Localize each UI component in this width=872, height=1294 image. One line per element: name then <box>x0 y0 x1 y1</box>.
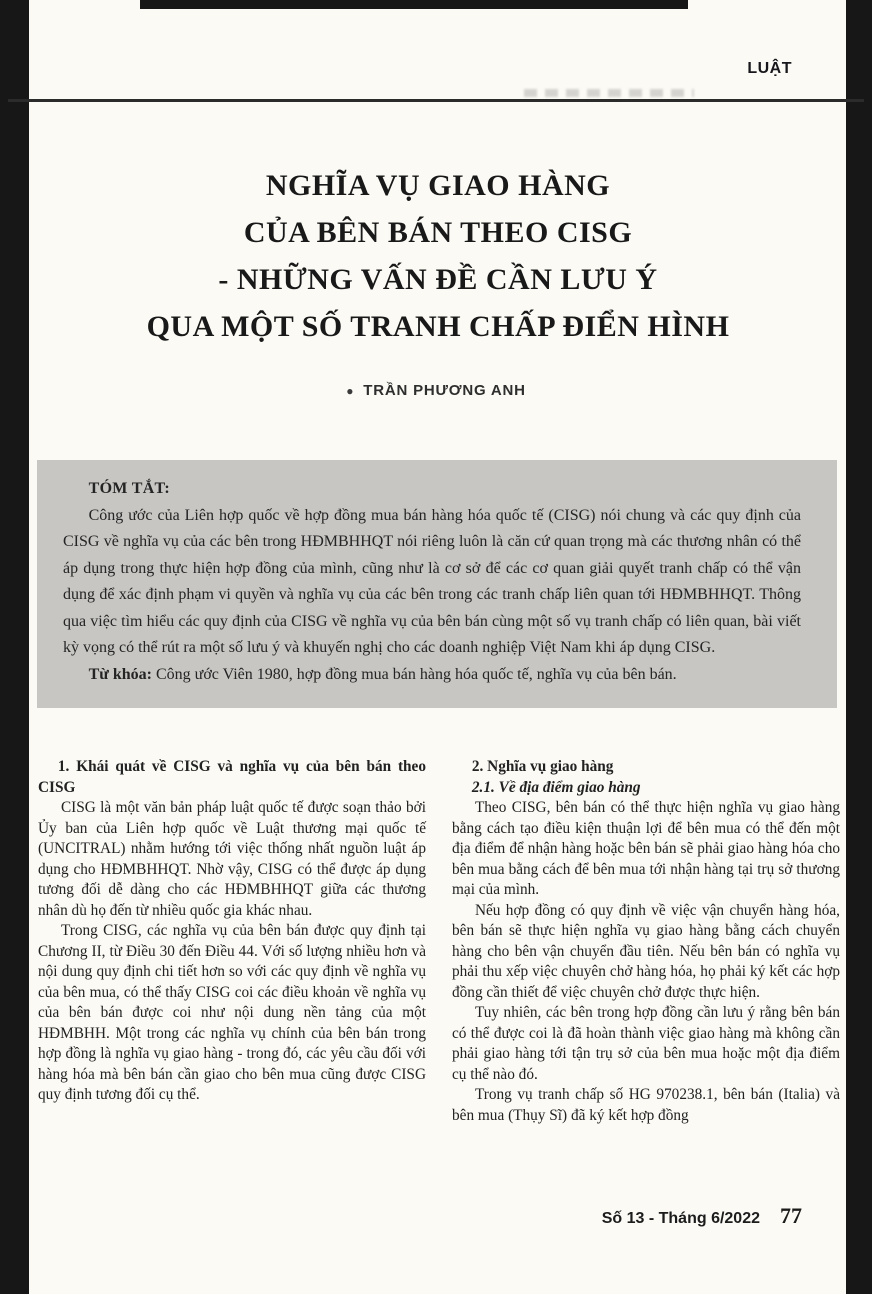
issue-label: Số 13 - Tháng 6/2022 <box>601 1210 760 1227</box>
author-line <box>0 382 872 399</box>
body-paragraph: Nếu hợp đồng có quy định về việc vận chuyển hàng hóa, bên bán sẽ thực hiện nghĩa vụ giao hàng bằng cách chuyển hàng cho bên vận chuyển đầu tiên. Nếu bên bán có nghĩa vụ phải thu xếp việc chuyên chở hàng hóa, họ phải ký kết các hợp đồng cần thiết để việc chuyên chở được thực hiện. <box>452 901 840 1001</box>
left-column <box>38 757 426 1126</box>
keywords-text: Công ước Viên 1980, hợp đồng mua bán hàng hóa quốc tế, nghĩa vụ của bên bán. <box>156 665 677 683</box>
body-paragraph: CISG là một văn bản pháp luật quốc tế được soạn thảo bởi Ủy ban của Liên hợp quốc về Luật thương mại quốc tế (UNCITRAL) nhằm hướng tới việc thống nhất nguồn luật áp dụng cho HĐMBHHQT. Nhờ vậy, CISG có thể được áp dụng tương đối dễ dàng cho các HĐMBHHQT giữa các thương nhân dù họ đến từ nhiều quốc gia khác nhau. <box>38 799 426 919</box>
article-title-line: NGHĨA VỤ GIAO HÀNG <box>265 169 611 202</box>
scan-edge-top <box>140 0 688 9</box>
faded-header-remnant <box>524 89 694 97</box>
abstract-box <box>37 460 837 708</box>
body-paragraph: Theo CISG, bên bán có thể thực hiện nghĩa vụ giao hàng bằng cách tạo điều kiện thuận lợi để bên mua có thể đến một địa điểm để nhận hàng hoặc bên bán sẽ phải giao hàng hóa cho bên mua bằng cách để bên mua tới nhận hàng tại trụ sở thương mại của mình. <box>452 799 840 898</box>
section-2-heading: 2. Nghĩa vụ giao hàng <box>471 758 614 775</box>
page-number: 77 <box>780 1203 802 1228</box>
scan-edge-left <box>0 0 29 1294</box>
section-label: LUẬT <box>747 60 792 77</box>
section-2-1-subheading: 2.1. Về địa điểm giao hàng <box>471 778 641 796</box>
author-bullet-icon: ● <box>346 384 355 398</box>
author-name: TRẦN PHƯƠNG ANH <box>363 382 526 399</box>
keywords-label: Từ khóa: <box>88 665 152 683</box>
article-title-line: CỦA BÊN BÁN THEO CISG <box>243 216 633 249</box>
body-paragraph: Trong CISG, các nghĩa vụ của bên bán được quy định tại Chương II, từ Điều 30 đến Điều 44. Với số lượng nhiều hơn và nội dung quy định chi tiết hơn so với các quy định về nghĩa vụ của bên mua, có thể thấy CISG coi các điều khoản về nghĩa vụ của bên bán được coi như nội dung nền tảng của một HĐMBHH. Một trong các nghĩa vụ chính của bên bán trong hợp đồng là nghĩa vụ giao hàng - trong đó, các yêu cầu đối với hàng hóa mà bên bán cần giao cho bên mua cũng được CISG quy định tương đối cụ thể. <box>38 922 426 1103</box>
header-rule <box>8 99 864 102</box>
abstract-body: Công ước của Liên hợp quốc về hợp đồng mua bán hàng hóa quốc tế (CISG) nói chung và các quy định của CISG về nghĩa vụ của các bên trong HĐMBHHQT nói riêng luôn là căn cứ quan trọng mà các thương nhân có thể áp dụng trong thực hiện hợp đồng của mình, cũng như là cơ sở để các cơ quan giải quyết tranh chấp có thể vận dụng để xác định phạm vi quyền và nghĩa vụ của các bên trong các tranh chấp liên quan tới HĐMBHHQT. Thông qua việc tìm hiểu các quy định của CISG về nghĩa vụ của bên bán cùng một số vụ tranh chấp có liên quan, bài viết kỳ vọng có thể rút ra một số lưu ý và khuyến nghị cho các doanh nghiệp Việt Nam khi áp dụng CISG. <box>63 506 801 656</box>
scan-edge-right <box>846 0 872 1294</box>
body-paragraph: Tuy nhiên, các bên trong hợp đồng cần lưu ý rằng bên bán có thể được coi là đã hoàn thành việc giao hàng mà không cần phải giao hàng tới tận trụ sở của bên mua hoặc một địa điểm cụ thể nào đó. <box>452 1004 840 1083</box>
article-title-line: QUA MỘT SỐ TRANH CHẤP ĐIỂN HÌNH <box>146 310 730 343</box>
right-column <box>452 757 840 1126</box>
abstract-keywords <box>63 662 801 689</box>
section-1-heading: 1. Khái quát về CISG và nghĩa vụ của bên bán theo CISG <box>38 758 426 796</box>
article-title-line: - NHỮNG VẤN ĐỀ CẦN LƯU Ý <box>218 263 658 296</box>
abstract-heading: TÓM TẮT: <box>88 480 170 497</box>
article-title <box>60 162 816 350</box>
body-columns <box>38 757 840 1126</box>
body-paragraph: Trong vụ tranh chấp số HG 970238.1, bên bán (Italia) và bên mua (Thụy Sĩ) đã ký kết hợp đồng <box>452 1086 840 1124</box>
page-footer <box>602 1203 802 1229</box>
